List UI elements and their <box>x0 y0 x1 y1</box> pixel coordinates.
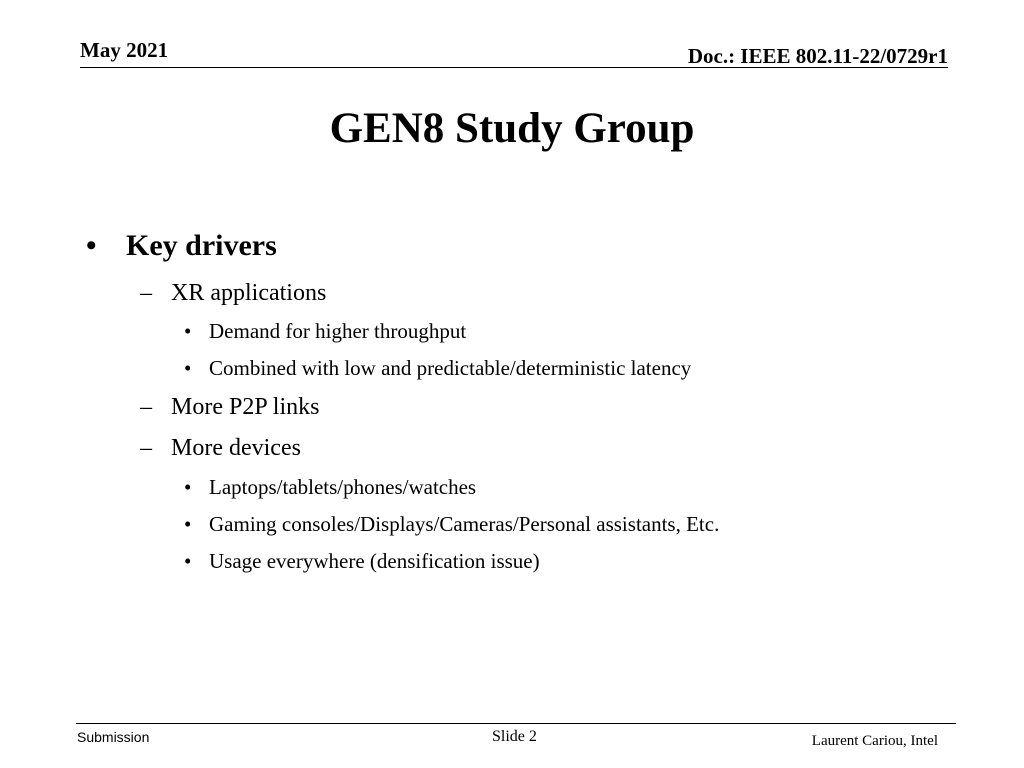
bullet-text: Key drivers <box>126 229 277 262</box>
header-doc-number: Doc.: IEEE 802.11-22/0729r1 <box>687 44 948 68</box>
bullet-marker: • <box>184 475 192 499</box>
bullet-marker: • <box>184 356 192 380</box>
bullet-marker: • <box>86 229 97 262</box>
bullet-text: More devices <box>171 435 301 461</box>
slide-title: GEN8 Study Group <box>329 105 695 152</box>
dash-marker: – <box>140 394 152 420</box>
bullet-text: XR applications <box>171 280 327 306</box>
dash-marker: – <box>140 435 152 461</box>
footer-divider <box>76 723 956 724</box>
bullet-text: Combined with low and predictable/deterministic latency <box>209 356 692 380</box>
footer-slide-number: Slide 2 <box>492 728 537 745</box>
bullet-marker: • <box>184 512 192 536</box>
bullet-text: Laptops/tablets/phones/watches <box>209 475 477 499</box>
header-divider <box>80 67 948 68</box>
bullet-text: Gaming consoles/Displays/Cameras/Personal assistants, Etc. <box>209 512 720 536</box>
bullet-text: More P2P links <box>171 394 320 420</box>
dash-marker: – <box>140 280 152 306</box>
footer-submission: Submission <box>77 729 150 745</box>
bullet-text: Demand for higher throughput <box>209 319 467 343</box>
bullet-marker: • <box>184 549 192 573</box>
bullet-marker: • <box>184 319 192 343</box>
footer-author: Laurent Cariou, Intel <box>811 733 938 749</box>
bullet-text: Usage everywhere (densification issue) <box>209 549 540 573</box>
header-date: May 2021 <box>80 38 169 62</box>
